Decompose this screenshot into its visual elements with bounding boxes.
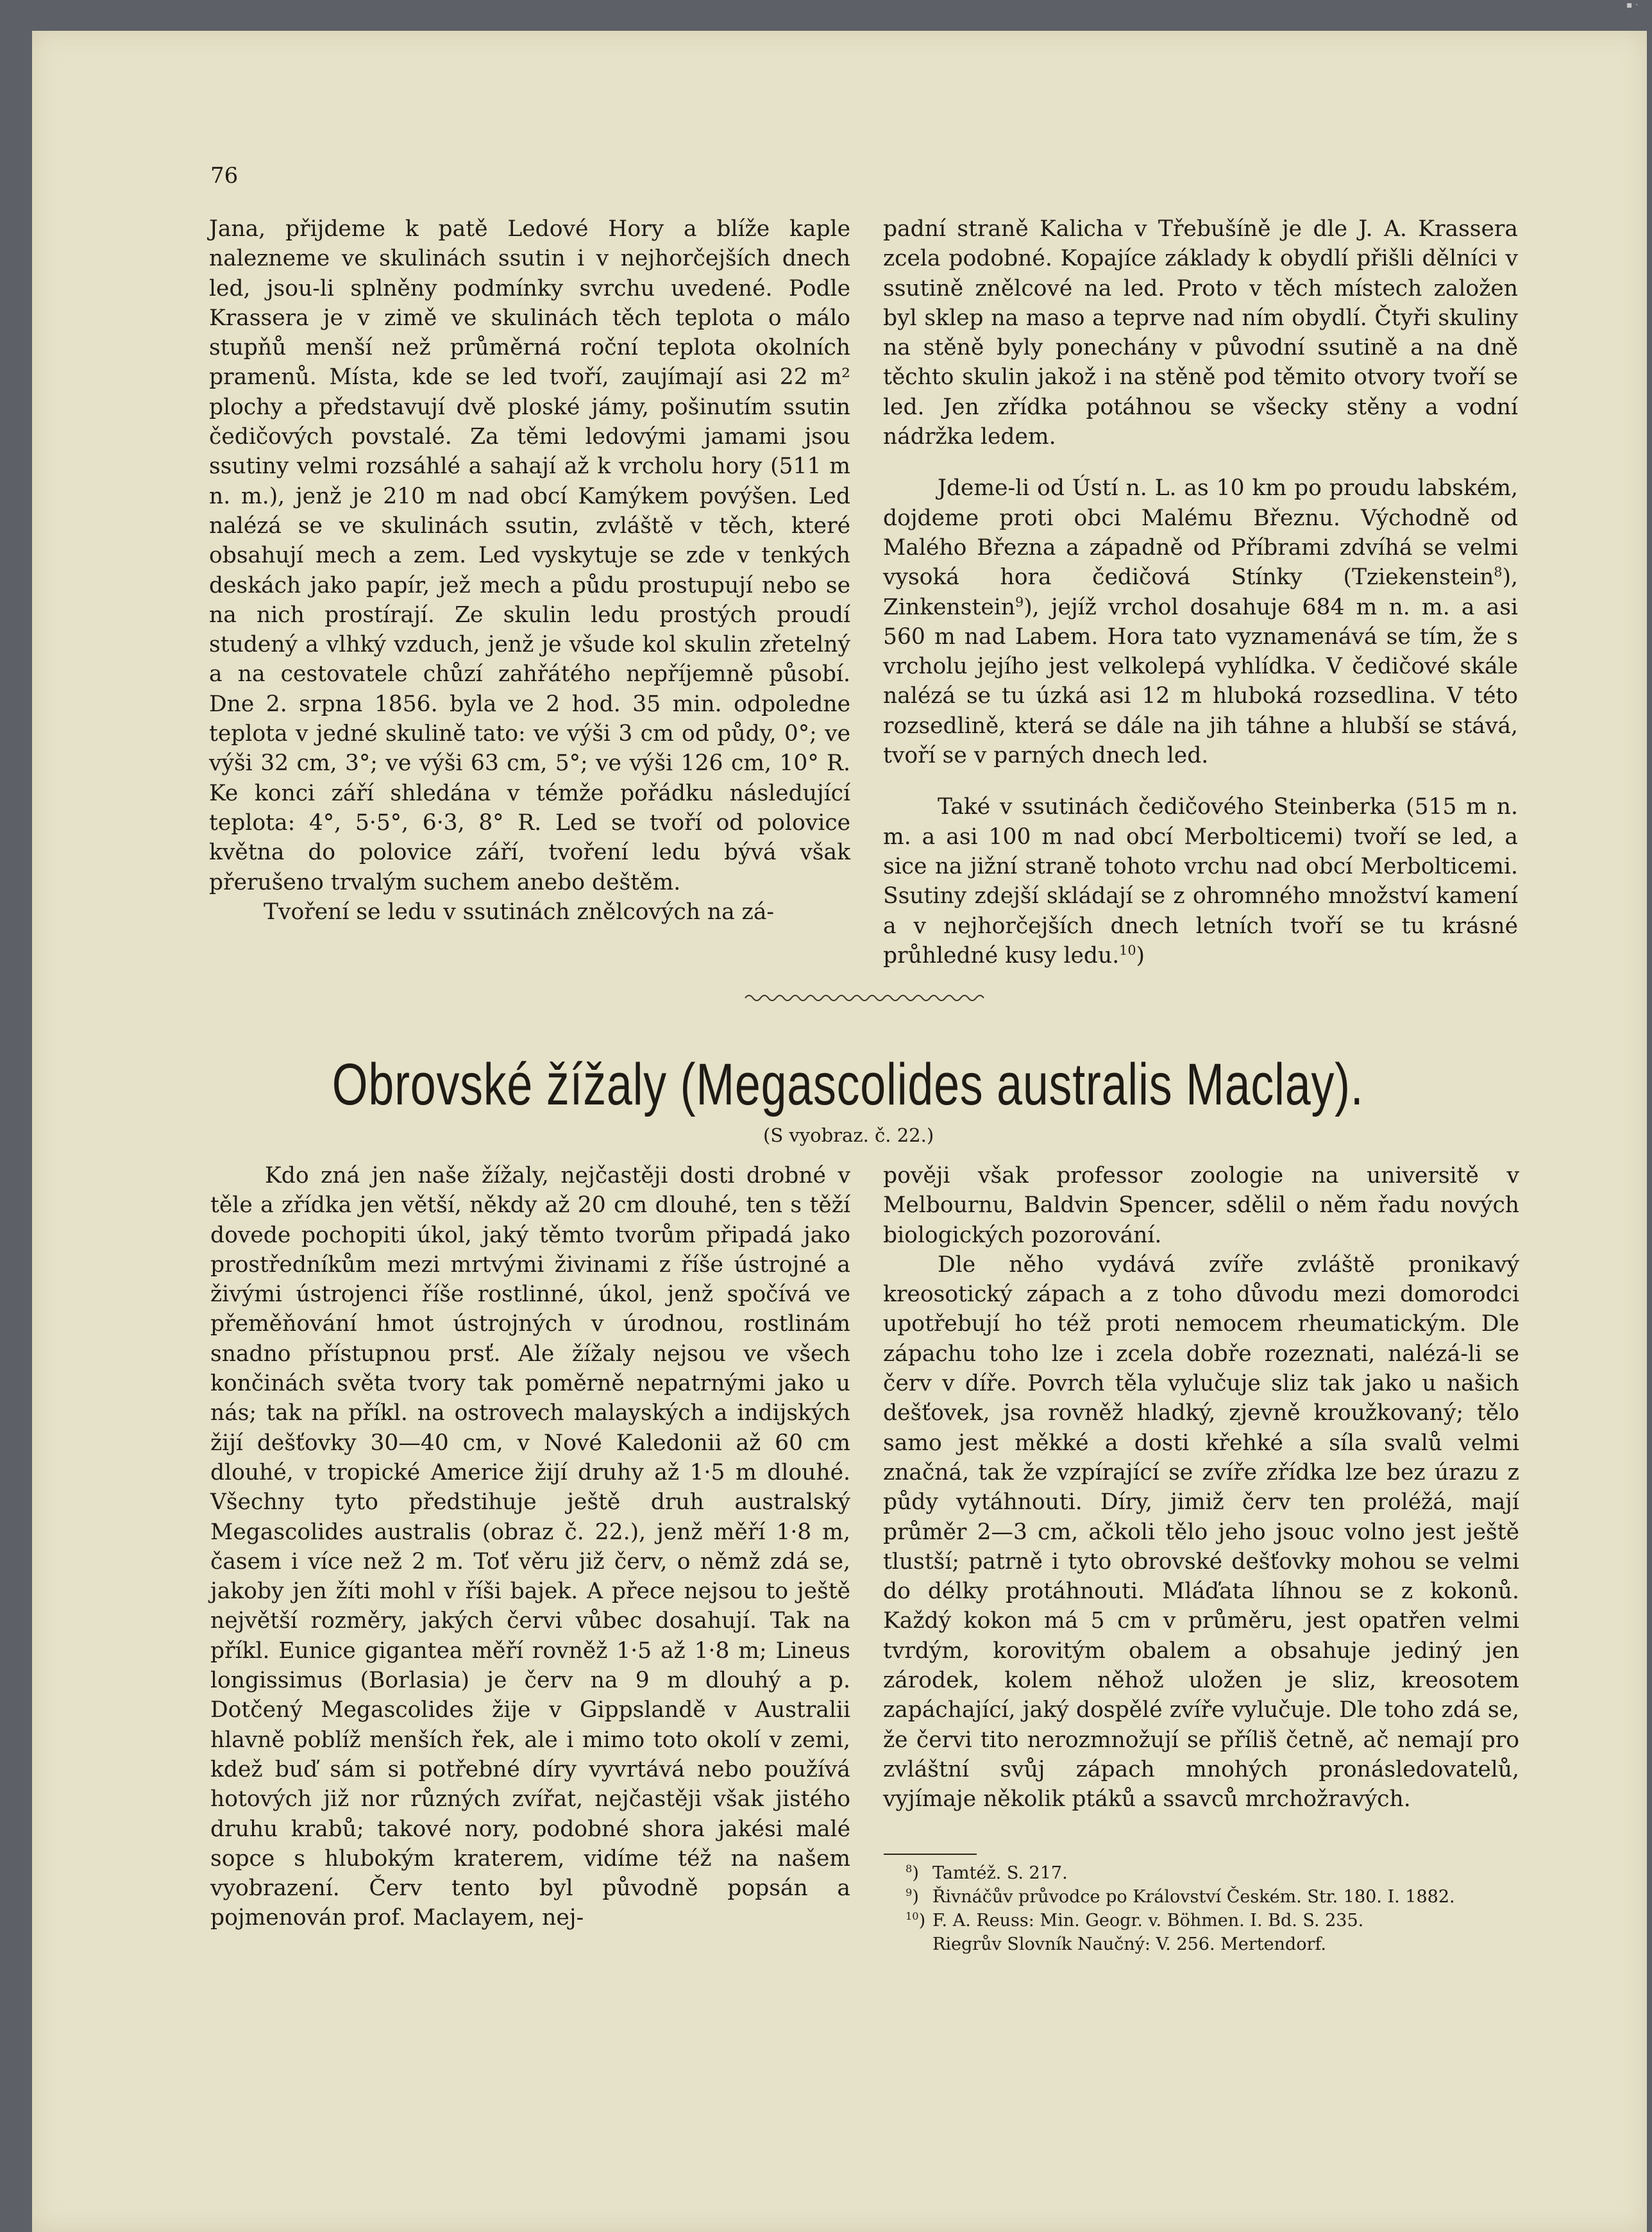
article-right-paragraph-1: pověji však professor zoologie na universitě v Melbournu, Baldvin Spencer, sdělil o něm řadu nových biologických pozorování. bbox=[883, 1163, 1519, 1248]
footnote-9: $^9$) Řivnáčův průvodce po Království Českém. Str. 180. I. 1882. bbox=[906, 1886, 1455, 1907]
section1-right-paragraph-2 bbox=[883, 473, 1518, 770]
footnote-rule bbox=[884, 1854, 977, 1855]
footnotes bbox=[906, 1861, 1534, 1956]
article-left-column bbox=[210, 1161, 850, 1933]
section1-right-paragraph-1: padní straně Kalicha v Třebušíně je dle J. A. Krassera zcela podobné. Kopajíce základy k obydlí přišli dělníci v ssutině znělcové na led. Proto v těch místech založen byl sklep na maso a teprve nad ním obydlí. Čtyři skuliny na stěně byly ponechány v původní ssutině a na dně těchto skulin jakož i na stěně pod těmito otvory tvoří se led. Jen zřídka potáhnou se všecky stěny a vodní nádržka ledem. bbox=[883, 216, 1518, 450]
paragraph-text: Také v ssutinách čedičového Steinberka (515 m n. m. a asi 100 m nad obcí Merbolticemi) tvoří se led, a sice na jižní straně tohoto vrchu nad obcí Merbolticemi. Ssutiny zdejší skládají se z ohromného množství kamení a v nejhorčejších dnech letních tvoří se tu krásné průhledné kusy ledu. bbox=[883, 794, 1518, 968]
footnote-text: Tamtéž. S. 217. bbox=[932, 1863, 1068, 1883]
paragraph-text: ), Zinkenstein bbox=[883, 564, 1518, 620]
section1-right-column bbox=[883, 214, 1518, 970]
paragraph-text: Jdeme-li od Ústí n. L. as 10 km po proudu labském, dojdeme proti obci Malému Březnu. Východně od Malého Března a západně od Příbrami zdvíhá se velmi vysoká hora čedičová Stínky (Tziekenstein bbox=[883, 475, 1518, 591]
section1-right-paragraph-3 bbox=[883, 792, 1518, 970]
page-number: 76 bbox=[210, 163, 239, 189]
footnote-mark: 10 bbox=[906, 1910, 919, 1922]
article-subtitle: (S vyobraz. č. 22.) bbox=[763, 1124, 934, 1146]
footnote-10: $^{10}$) F. A. Reuss: Min. Geogr. v. Böhmen. I. Bd. S. 235. bbox=[906, 1910, 1364, 1931]
paragraph-text: ) bbox=[1136, 942, 1145, 968]
article-title: Obrovské žížaly (Megascolides australis Maclay). bbox=[332, 1052, 1364, 1117]
footnote-text: F. A. Reuss: Min. Geogr. v. Böhmen. I. Bd. S. 235. bbox=[932, 1911, 1364, 1931]
paragraph-text: ), jejíž vrchol dosahuje 684 m n. m. a asi 560 m nad Labem. Hora tato vyznamenává se tím, že s vrcholu jejího jest velkolepá vyhlídka. V čedičové skále nalézá se tu úzká asi 12 m hluboká rozsedlina. V této rozsedlině, která se dále na jih táhne a hlubší se stává, tvoří se v parných dnech led. bbox=[883, 594, 1518, 769]
article-right-paragraph-2: Dle něho vydává zvíře zvláště pronikavý kreosotický zápach a z toho důvodu mezi domorodci upotřebují ho též proti nemocem rheumatickým. Dle zápachu toho lze i zcela dobře rozeznati, nalézá-li se červ v díře. Povrch těla vylučuje sliz tak jako u našich dešťovek, jsa rovněž hladký, zjevně kroužkovaný; tělo samo jest měkké a dosti křehké a síla svalů velmi značná, tak že vzpírající se zvíře zřídka lze bez úrazu z půdy vytáhnouti. Díry, jimiž červ ten proléžá, mají průměr 2—3 cm, ačkoli tělo jeho jsouc volno jest ještě tlustší; patrně i tyto obrovské dešťovky mohou se velmi do délky protáhnouti. Mláďata líhnou se z kokonů. Každý kokon má 5 cm v průměru, jest opatřen velmi tvrdým, korovitým obalem a obsahuje jediný jen zárodek, kolem něhož uložen je sliz, kreosotem zapáchající, jaký dospělé zvíře vylučuje. Dle toho zdá se, že červi tito nerozmnožují se příliš četně, ač nemají pro zvláštní svůj zápach mnohých pronásledovatelů, vyjímaje několik ptáků a ssavců mrchožravých. bbox=[883, 1251, 1519, 1813]
footnote-mark: 8 bbox=[906, 1863, 913, 1875]
footnote-text: Řivnáčův průvodce po Království Českém. Str. 180. I. 1882. bbox=[932, 1887, 1455, 1907]
footnote-ref-9: 9 bbox=[1015, 594, 1024, 610]
section1-left-paragraph: Jana, přijdeme k patě Ledové Hory a blíže kaple nalezneme ve skulinách ssutin i v nejhorčejších dnech led, jsou-li splněny podmínky svrchu uvedené. Podle Krassera je v zimě ve skulinách těch teplota o málo stupňů menší než průměrná roční teplota okolních pramenů. Místa, kde se led tvoří, zaujímají asi 22 m² plochy a představují dvě ploské jámy, pošinutím ssutin čedičových povstalé. Za těmi ledovými jamami jsou ssutiny velmi rozsáhlé a sahají až k vrcholu hory (511 m n. m.), jenž je 210 m nad obcí Kamýkem povýšen. Led nalézá se ve skulinách ssutin, zvláště v těch, které obsahují mech a zem. Led vyskytuje se zde v tenkých deskách jako papír, jež mech a půdu prostupují nebo se na nich prostírají. Ze skulin ledu prostých proudí studený a vlhký vzduch, jenž je všude kol skulin zřetelný a na cestovatele chůzí zahřátého nepříjemně působí. Dne 2. srpna 1856. byla ve 2 hod. 35 min. odpoledne teplota v jedné skulině tato: ve výši 3 cm od půdy, 0°; ve výši 32 cm, 3°; ve výši 63 cm, 5°; ve výši 126 cm, 10° R. Ke konci září shledána v témže pořádku následující teplota: 4°, 5·5°, 6·3, 8° R. Led se tvoří od polovice května do polovice září, tvoření ledu bývá však přerušeno trvalým suchem anebo deštěm. bbox=[209, 216, 850, 895]
article-right-column bbox=[883, 1161, 1519, 1814]
section1-left-paragraph-2: Tvoření se ledu v ssutinách znělcových na zá- bbox=[264, 899, 775, 925]
section-divider-ornament bbox=[744, 989, 988, 1007]
footnote-ref-8: 8 bbox=[1494, 564, 1503, 580]
footnote-ref-10: 10 bbox=[1119, 942, 1136, 958]
footnote-mark: 9 bbox=[906, 1886, 913, 1898]
section1-left-column bbox=[209, 214, 850, 927]
footnote-10-continuation: Riegrův Slovník Naučný: V. 256. Mertendorf. bbox=[932, 1934, 1326, 1954]
footnote-8: $^8$) Tamtéž. S. 217. bbox=[906, 1863, 1068, 1883]
scan-corner-mark: ▪ · bbox=[1626, 0, 1639, 10]
article-left-paragraph: Kdo zná jen naše žížaly, nejčastěji dosti drobné v těle a zřídka jen větší, někdy až 20 cm dlouhé, ten s těží dovede pochopiti úkol, jaký těmto tvorům připadá jako prostředníkům mezi mrtvými živinami z říše ústrojné a živými ústrojenci říše rostlinné, úkol, jenž spočívá ve přeměňování hmot ústrojných v úrodnou, rostlinám snadno přístupnou prsť. Ale žížaly nejsou ve všech končinách světa tvory tak poměrně nepatrnými jako u nás; tak na příkl. na ostrovech malayských a indijských žijí dešťovky 30—40 cm, v Nové Kaledonii až 60 cm dlouhé, v tropické Americe žijí druhy až 1·5 m dlouhé. Všechny tyto předstihuje ještě druh australský Megascolides australis (obraz č. 22.), jenž měří 1·8 m, časem i více než 2 m. Toť věru již červ, o němž zdá se, jakoby jen žíti mohl v říši bajek. A přece nejsou to ještě největší rozměry, jakých červi vůbec dosahují. Tak na příkl. Eunice gigantea měří rovněž 1·5 až 1·8 m; Lineus longissimus (Borlasia) je červ na 9 m dlouhý a p. Dotčený Megascolides žije v Gippslandě v Australii hlavně poblíž menších řek, ale i mimo toto okolí v zemi, kdež buď sám si potřebné díry vyvrtává nebo používá hotových již nor různých zvířat, nejčastěji však jistého druhu krabů; takové nory, podobné shora jakési malé sopce s hlubokým kraterem, vidíme též na našem vyobrazení. Červ tento byl původně popsán a pojmenován prof. Maclayem, nej- bbox=[210, 1163, 850, 1931]
